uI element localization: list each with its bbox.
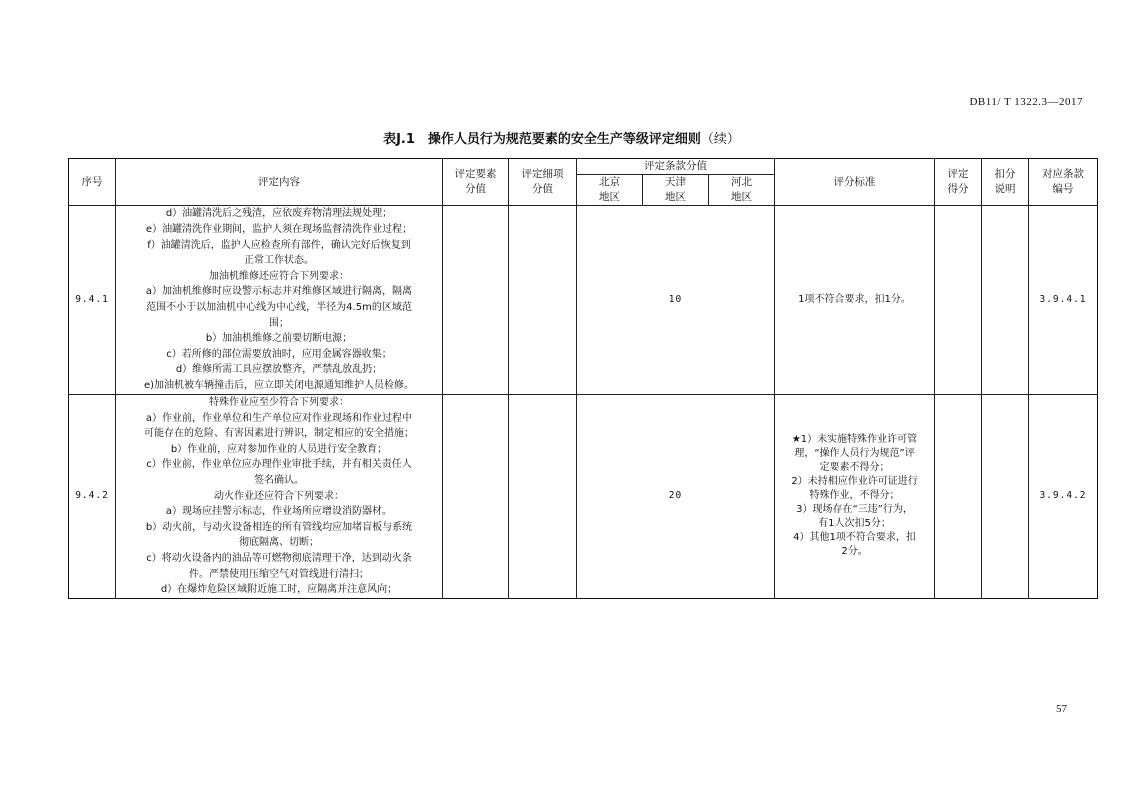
content-line: d）油罐清洗后之残渣，应依废弃物清理法规处理； (165, 208, 393, 220)
header-ref-line1: 对应条款 (1042, 168, 1085, 180)
header-element-score (443, 159, 509, 206)
row-criteria (775, 206, 935, 395)
row-content (116, 206, 443, 395)
content-line: 范围不小于以加油机中心线为中心线，半径为4.5m的区域范 (146, 302, 412, 313)
header-ref (1029, 159, 1098, 206)
content-line: 正常工作状态。 (244, 255, 314, 267)
content-line: b）加油机维修之前要切断电源； (205, 333, 353, 345)
criteria-line: 2）未持相应作业许可证进行 (791, 476, 918, 488)
content-line: e）油罐清洗作业期间，监护人须在现场监督清洗作业过程； (145, 224, 413, 236)
content-line: b）动火前，与动火设备相连的所有管线均应加堵盲板与系统 (145, 521, 413, 533)
region-hebei-line2: 地区 (731, 191, 752, 203)
content-line: e)加油机被车辆撞击后，应立即关闭电源通知维护人员检修。 (143, 379, 415, 391)
criteria-line: 特殊作业，不得分； (809, 490, 900, 502)
content-line: a）加油机维修时应设警示标志并对维修区域进行隔离，隔离 (145, 286, 413, 298)
row-element-score (443, 395, 509, 599)
content-line: 件。严禁使用压缩空气对管线进行清扫； (189, 568, 369, 580)
header-ref-line2: 编号 (1052, 183, 1074, 195)
header-deduction (982, 159, 1029, 206)
row-ref: 3.9.4.2 (1029, 395, 1098, 599)
content-line: a）现场应挂警示标志，作业场所应增设消防器材。 (165, 506, 393, 518)
header-clause-score: 评定条款分值 (577, 159, 775, 175)
header-rating (935, 159, 982, 206)
row-clause-score: 20 (577, 395, 775, 599)
header-region-beijing (577, 175, 643, 206)
header-item-score-line1: 评定细项 (521, 168, 564, 180)
content-line: 加油机维修还应符合下列要求： (209, 270, 349, 282)
row-content (116, 395, 443, 599)
row-clause-score: 10 (577, 206, 775, 395)
header-region-tianjin (643, 175, 709, 206)
criteria-line: 理，“操作人员行为规范”评 (794, 448, 915, 460)
header-rating-line2: 得分 (947, 183, 969, 195)
table-row (69, 206, 1098, 395)
header-item-score (509, 159, 577, 206)
content-line: 特殊作业应至少符合下列要求： (209, 397, 349, 408)
content-line: c）将动火设备内的油品等可燃物彻底清理干净，达到动火条 (146, 552, 412, 564)
criteria-line: 定要素不得分； (819, 462, 890, 474)
header-item-score-line2: 分值 (532, 183, 553, 195)
content-line: 围； (269, 317, 289, 329)
content-line: c）若所修的部位需要放油时，应用金属容器收集； (166, 348, 392, 360)
content-line: d）维修所需工具应摆放整齐，严禁乱放乱扔； (175, 364, 383, 376)
table-title-main: 表J.1 操作人员行为规范要素的安全生产等级评定细则 (383, 132, 701, 147)
content-line: 可能存在的危险、有害因素进行辨识，制定相应的安全措施； (144, 428, 414, 440)
row-ref: 3.9.4.1 (1029, 206, 1098, 395)
header-content: 评定内容 (116, 159, 443, 206)
header-deduction-line1: 扣分 (994, 168, 1016, 180)
region-hebei-line1: 河北 (731, 176, 752, 188)
row-item-score (509, 395, 577, 599)
content-line: a）作业前，作业单位和生产单位应对作业现场和作业过程中 (145, 412, 413, 424)
row-seq: 9.4.1 (69, 206, 116, 395)
content-line: c）作业前，作业单位应办理作业审批手续，并有相关责任人 (146, 459, 412, 471)
criteria-line: 1项不符合要求，扣1分。 (798, 294, 911, 305)
region-beijing-line2: 地区 (599, 191, 620, 203)
row-rating (935, 395, 982, 599)
row-seq: 9.4.2 (69, 395, 116, 599)
header-rating-line1: 评定 (947, 168, 969, 180)
row-item-score (509, 206, 577, 395)
region-tianjin-line1: 天津 (665, 176, 686, 188)
row-element-score (443, 206, 509, 395)
page-number: 57 (1056, 703, 1067, 715)
criteria-line: 3）现场存在“三违”行为， (796, 504, 913, 516)
evaluation-table (68, 158, 1098, 599)
document-code: DB11/ T 1322.3—2017 (969, 96, 1083, 108)
header-element-score-line2: 分值 (465, 183, 486, 195)
table-title (0, 128, 1123, 147)
criteria-line: 4）其他1项不符合要求，扣 (793, 532, 916, 544)
row-deduction (982, 206, 1029, 395)
content-line: 动火作业还应符合下列要求： (214, 490, 344, 502)
header-deduction-line2: 说明 (994, 183, 1016, 195)
content-line: 签名确认。 (254, 474, 304, 486)
table-row (69, 395, 1098, 599)
content-line: b）作业前，应对参加作业的人员进行安全教育； (170, 443, 388, 455)
header-region-hebei (709, 175, 775, 206)
row-criteria (775, 395, 935, 599)
content-line: d）在爆炸危险区域附近施工时，应隔离并注意风向； (160, 584, 398, 596)
table-title-suffix: （续） (700, 132, 740, 147)
content-line: 彻底隔离、切断； (239, 537, 319, 549)
criteria-line: ★1）未实施特殊作业许可管 (791, 434, 918, 446)
row-deduction (982, 395, 1029, 599)
header-criteria: 评分标准 (775, 159, 935, 206)
criteria-line: 有1人次扣5分； (818, 518, 891, 530)
header-seq: 序号 (69, 159, 116, 206)
content-line: f）油罐清洗后，监护人应检查所有部件，确认完好后恢复到 (147, 239, 411, 251)
header-element-score-line1: 评定要素 (454, 168, 497, 180)
region-beijing-line1: 北京 (599, 176, 620, 188)
row-rating (935, 206, 982, 395)
region-tianjin-line2: 地区 (665, 191, 686, 203)
criteria-line: 2分。 (841, 546, 868, 558)
